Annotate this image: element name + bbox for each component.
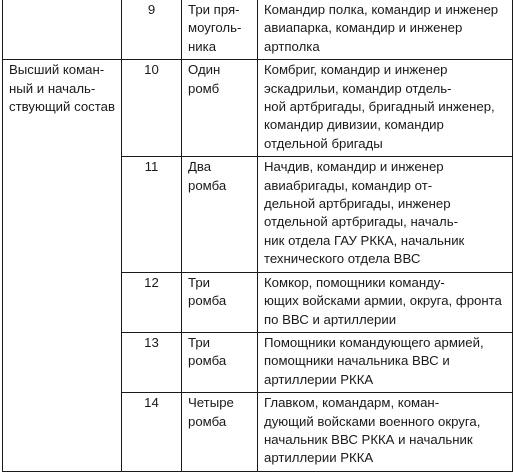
group-cell — [3, 60, 122, 472]
category-cell — [122, 332, 182, 392]
category-cell — [122, 157, 182, 272]
positions-text: Комкор, помощники команду- ющих войсками армии, округа, фронта по ВВС и артиллерии — [264, 274, 502, 327]
group-cell-empty — [3, 0, 122, 60]
insignia-cell — [182, 157, 258, 272]
positions-cell — [258, 272, 513, 332]
insignia-cell — [182, 272, 258, 332]
insignia-cell — [182, 60, 258, 157]
ranks-table — [2, 0, 513, 472]
positions-cell — [258, 0, 513, 60]
category-cell — [122, 272, 182, 332]
group-label: Высший коман- ный и началь- ствующий состав — [9, 62, 115, 115]
table-row — [3, 0, 513, 60]
category-number: 9 — [147, 2, 156, 17]
insignia-label: Один ромб — [188, 62, 221, 96]
positions-text: Комбриг, командир и инженер эскадрильи, командир отдель- ной артбригады, бригадный инженер, командир дивизии, командир отдельной бригады — [264, 62, 495, 151]
category-number: 12 — [144, 274, 159, 290]
positions-text: Начдив, командир и инженер авиабригады, командир от- дельной артбригады, инженер отдельной артбригады, началь- ник отдела ГАУ РККА, начальник технического отдела ВВС — [264, 159, 465, 267]
category-cell — [122, 393, 182, 472]
category-number: 14 — [144, 395, 159, 411]
category-cell — [122, 60, 182, 157]
ranks-table-body — [3, 0, 513, 471]
insignia-cell — [182, 393, 258, 472]
positions-cell — [258, 332, 513, 392]
positions-cell — [258, 157, 513, 272]
table-row — [3, 60, 513, 157]
positions-text: Командир полка, командир и инженер авиапарка, командир и инженер артполка — [264, 2, 499, 54]
insignia-cell — [182, 332, 258, 392]
insignia-label: Три ромба — [188, 334, 227, 369]
insignia-label: Четыре ромба — [188, 395, 234, 429]
positions-cell — [258, 60, 513, 157]
category-cell — [122, 0, 182, 60]
category-number: 10 — [144, 62, 159, 78]
positions-text: Главком, командарм, коман- дующий войсками военного округа, начальник ВВС РККА и начальник артиллерии РККА — [264, 395, 481, 466]
category-number: 11 — [144, 159, 159, 175]
category-number: 13 — [144, 334, 159, 350]
insignia-label: Два ромба — [188, 159, 227, 193]
positions-text: Помощники командующего армией, помощники начальника ВВС и артиллерии РККА — [264, 334, 484, 387]
insignia-label: Три ромба — [188, 274, 227, 309]
insignia-label: Три пря- моуголь- ника — [188, 2, 242, 54]
insignia-cell — [182, 0, 258, 60]
positions-cell — [258, 393, 513, 472]
